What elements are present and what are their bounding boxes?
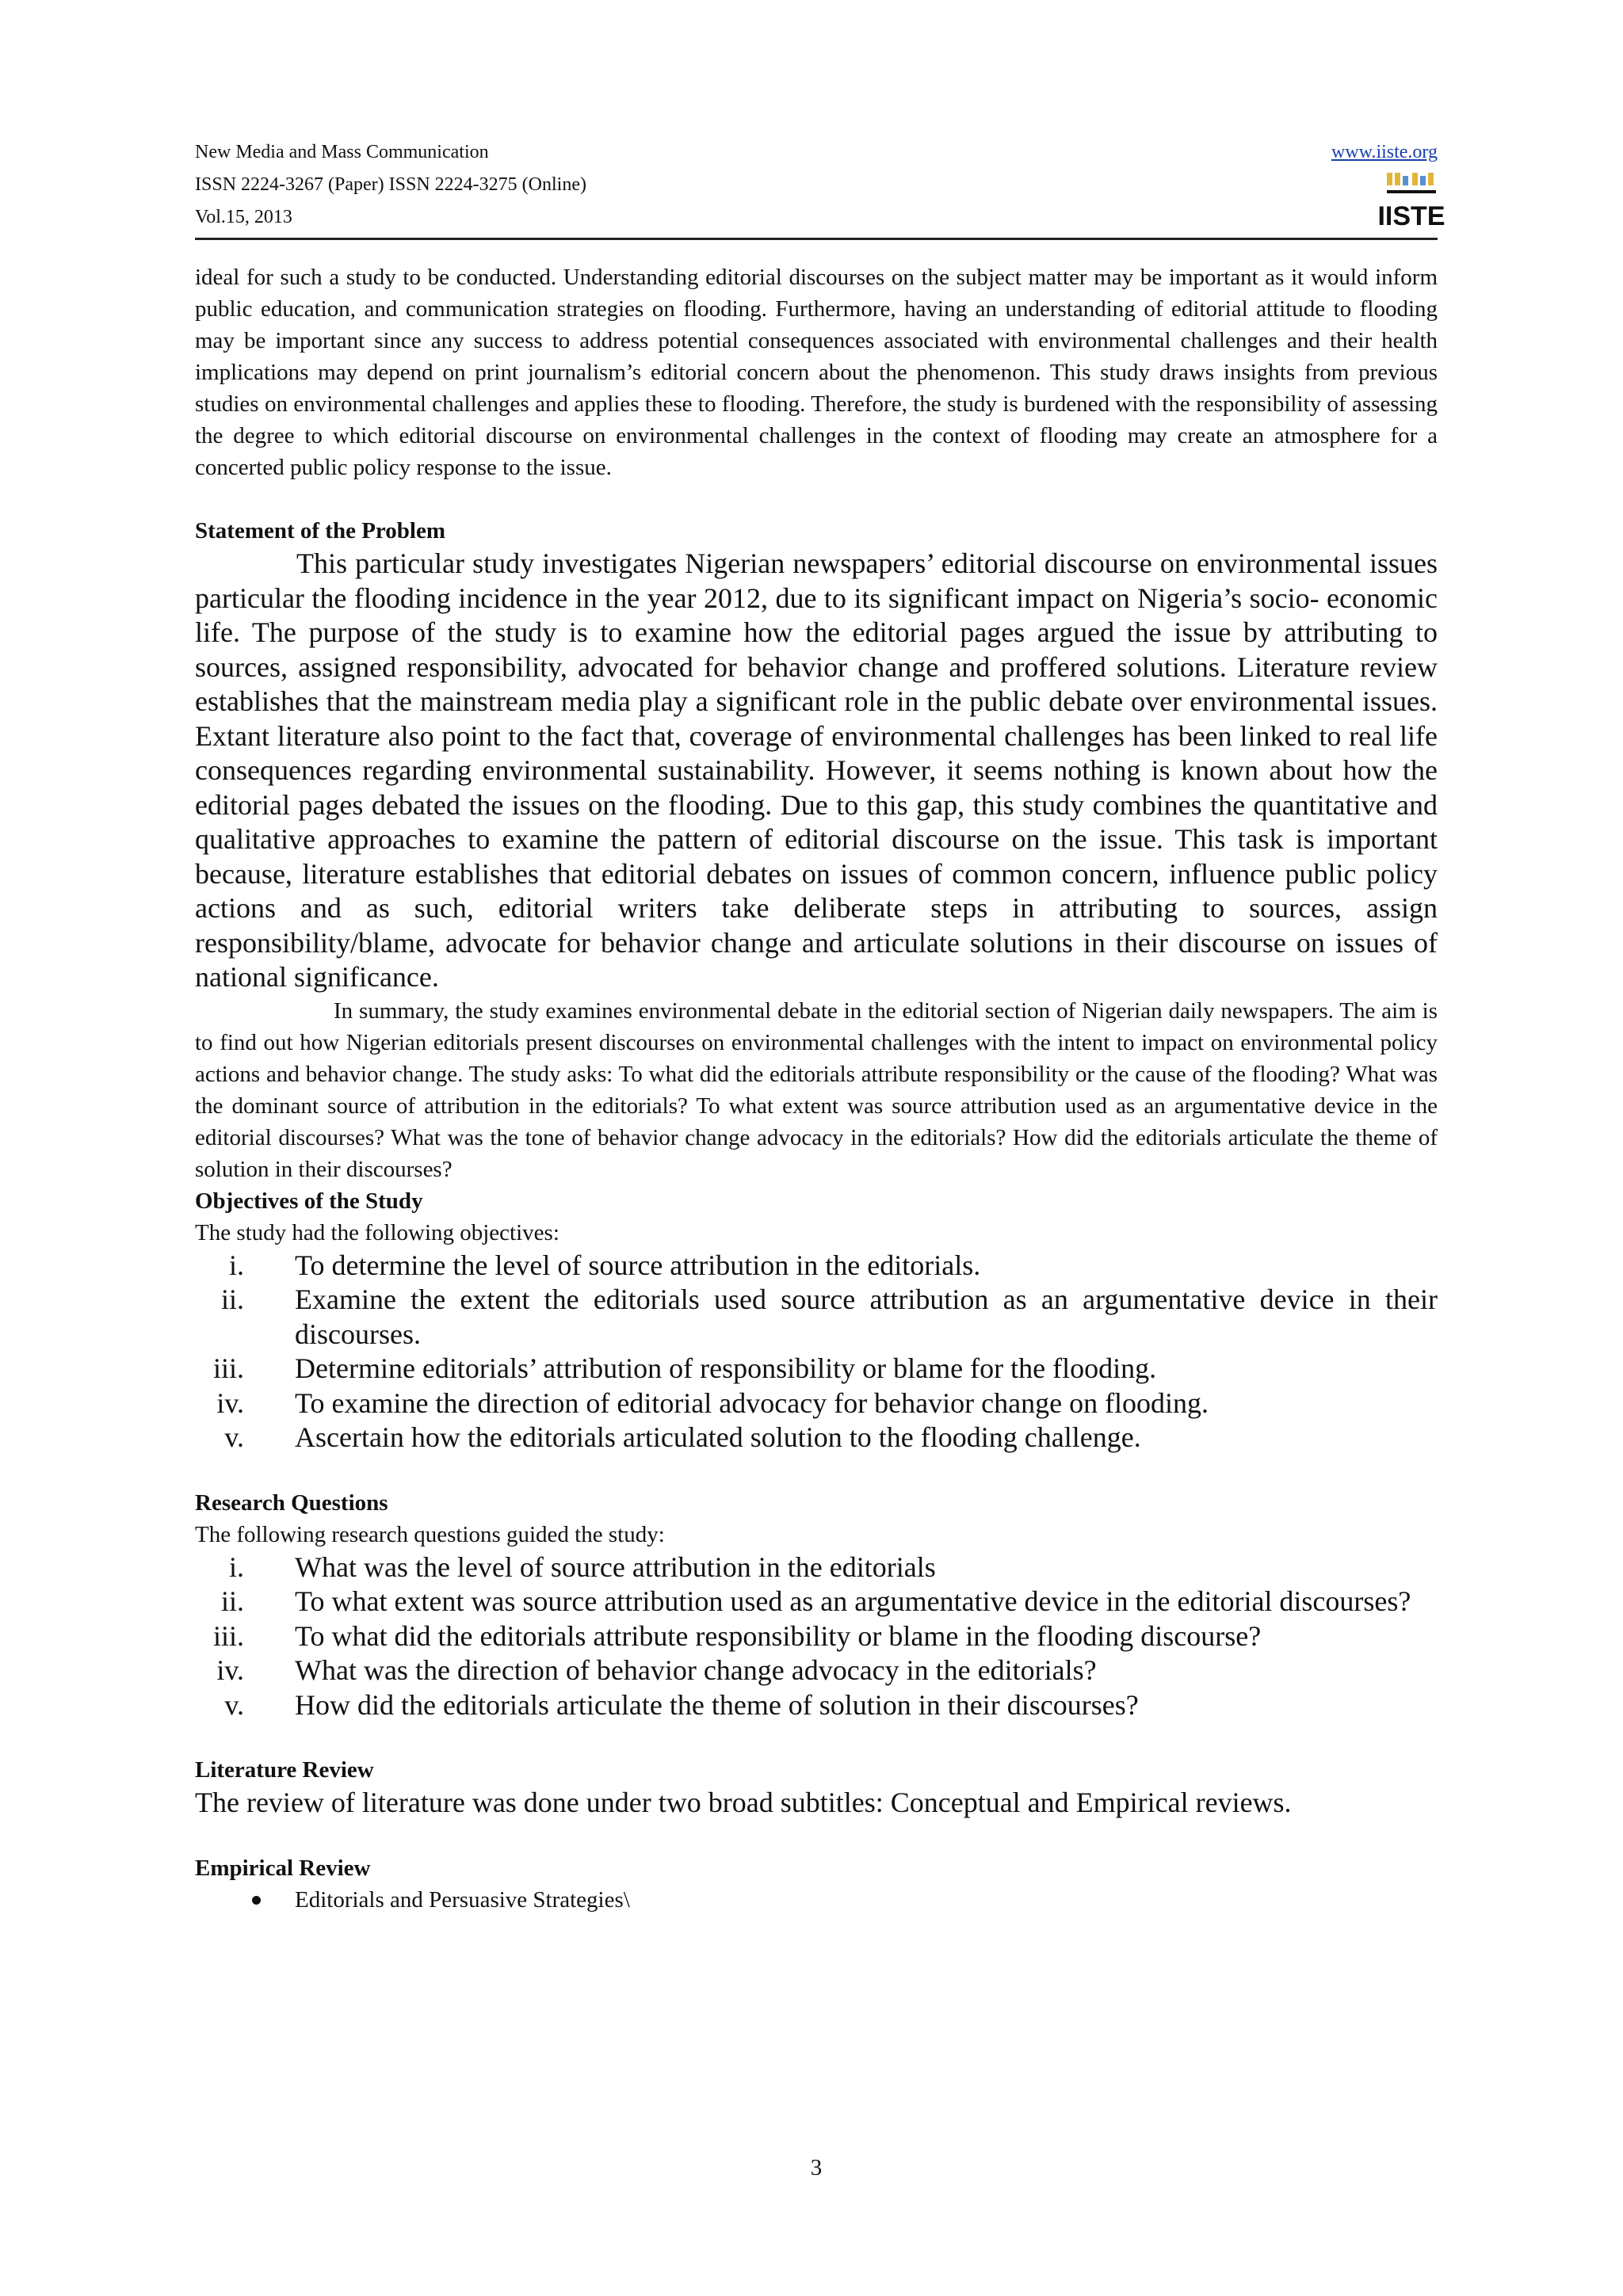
empirical-review-list: [195, 1884, 1438, 1916]
list-item: iii. Determine editorials’ attribution of responsibility or blame for the flooding.: [212, 1352, 1157, 1384]
list-item: v. How did the editorials articulate the theme of solution in their discourses?: [224, 1688, 1139, 1721]
statement-paragraph-1: This particular study investigates Nigerian newspapers’ editorial discourse on environmental issues particular the flooding incidence in the year 2012, due to its significant impact on Nigeria’s socio- economic life. The purpose of the study is to examine how the editorial pages argued the issue by attributing to sources, assigned responsibility, advocated for behavior change and proffered solutions. Literature review establishes that the mainstream media play a significant role in the public debate over environmental issues. Extant literature also point to the fact that, coverage of environmental challenges has been linked to real life consequences regarding environmental sustainability. However, it seems nothing is known about how the editorial pages debated the issues on the flooding. Due to this gap, this study combines the quantitative and qualitative approaches to examine the pattern of editorial discourse on the issue. This task is important because, literature establishes that editorial debates on issues of common concern, influence public policy actions and as such, editorial writers take deliberate steps in attributing to sources, assign responsibility/blame, advocate for behavior change and articulate solutions in their discourse on issues of national significance.: [195, 547, 1438, 993]
list-item: v. Ascertain how the editorials articulated solution to the flooding challenge.: [224, 1421, 1141, 1453]
journal-issn: ISSN 2224-3267 (Paper) ISSN 2224-3275 (Online): [195, 174, 586, 195]
list-item: iii. To what did the editorials attribute responsibility or blame in the flooding discourse?: [212, 1619, 1262, 1652]
bullet-icon: [252, 1896, 261, 1905]
statement-heading: Statement of the Problem: [195, 518, 445, 543]
list-item: i. What was the level of source attribution in the editorials: [228, 1550, 936, 1583]
journal-url-link[interactable]: www.iiste.org: [1331, 142, 1438, 162]
objectives-intro: The study had the following objectives:: [195, 1219, 559, 1245]
research-questions-list: [195, 1550, 1438, 1723]
list-item: ii. Examine the extent the editorials used source attribution as an argumentative device in their discourses.: [220, 1283, 1438, 1350]
page-header: [195, 136, 1445, 236]
iiste-logo: [1377, 171, 1445, 231]
journal-volume: Vol.15, 2013: [195, 207, 292, 227]
objectives-list: [195, 1249, 1438, 1455]
list-item: iv. To examine the direction of editorial advocacy for behavior change on flooding.: [216, 1386, 1209, 1419]
literature-review-heading: Literature Review: [195, 1757, 374, 1783]
journal-name: New Media and Mass Communication: [195, 142, 489, 162]
intro-paragraph: ideal for such a study to be conducted. Understanding editorial discourses on the subject matter may be important as it would inform public education, and communication strategies on flooding. Furthermore, having an understanding of editorial attitude to flooding may be important since any success to address potential consequences associated with environmental challenges and their health implications may depend on print journalism’s editorial concern about the phenomenon. This study draws insights from previous studies on environmental challenges and applies these to flooding. Therefore, the study is burdened with the responsibility of assessing the degree to which editorial discourse on environmental challenges in the context of flooding may create an atmosphere for a concerted public policy response to the issue.: [195, 265, 1438, 480]
research-questions-heading: Research Questions: [195, 1489, 388, 1516]
list-item: i. To determine the level of source attribution in the editorials.: [228, 1249, 981, 1281]
list-item: ii. To what extent was source attribution used as an argumentative device in the editorial discourses?: [220, 1585, 1411, 1617]
page-content: [195, 261, 1438, 1916]
header-divider: [195, 238, 1438, 240]
empirical-review-heading: Empirical Review: [195, 1855, 371, 1881]
list-item: iv. What was the direction of behavior change advocacy in the editorials?: [216, 1654, 1097, 1686]
statement-paragraph-2: In summary, the study examines environmental debate in the editorial section of Nigerian daily newspapers. The aim is to find out how Nigerian editorials present discourses on environmental challenges with the intent to impact on environmental policy actions and behavior change. The study asks: To what did the editorials attribute responsibility or the cause of the flooding? What was the dominant source of attribution in the editorials? To what extent was source attribution used as an argumentative device in the editorial discourses? What was the tone of behavior change advocacy in the editorials? How did the editorials articulate the theme of solution in their discourses?: [195, 997, 1438, 1182]
logo-text: IISTE: [1377, 201, 1445, 231]
objectives-heading: Objectives of the Study: [195, 1188, 423, 1214]
research-questions-intro: The following research questions guided the study:: [195, 1521, 665, 1547]
literature-review-text: The review of literature was done under two broad subtitles: Conceptual and Empirical reviews.: [195, 1787, 1292, 1818]
journal-meta: [195, 136, 1438, 234]
page-number: 3: [810, 2155, 823, 2180]
list-item: Editorials and Persuasive Strategies\: [195, 1884, 1438, 1916]
